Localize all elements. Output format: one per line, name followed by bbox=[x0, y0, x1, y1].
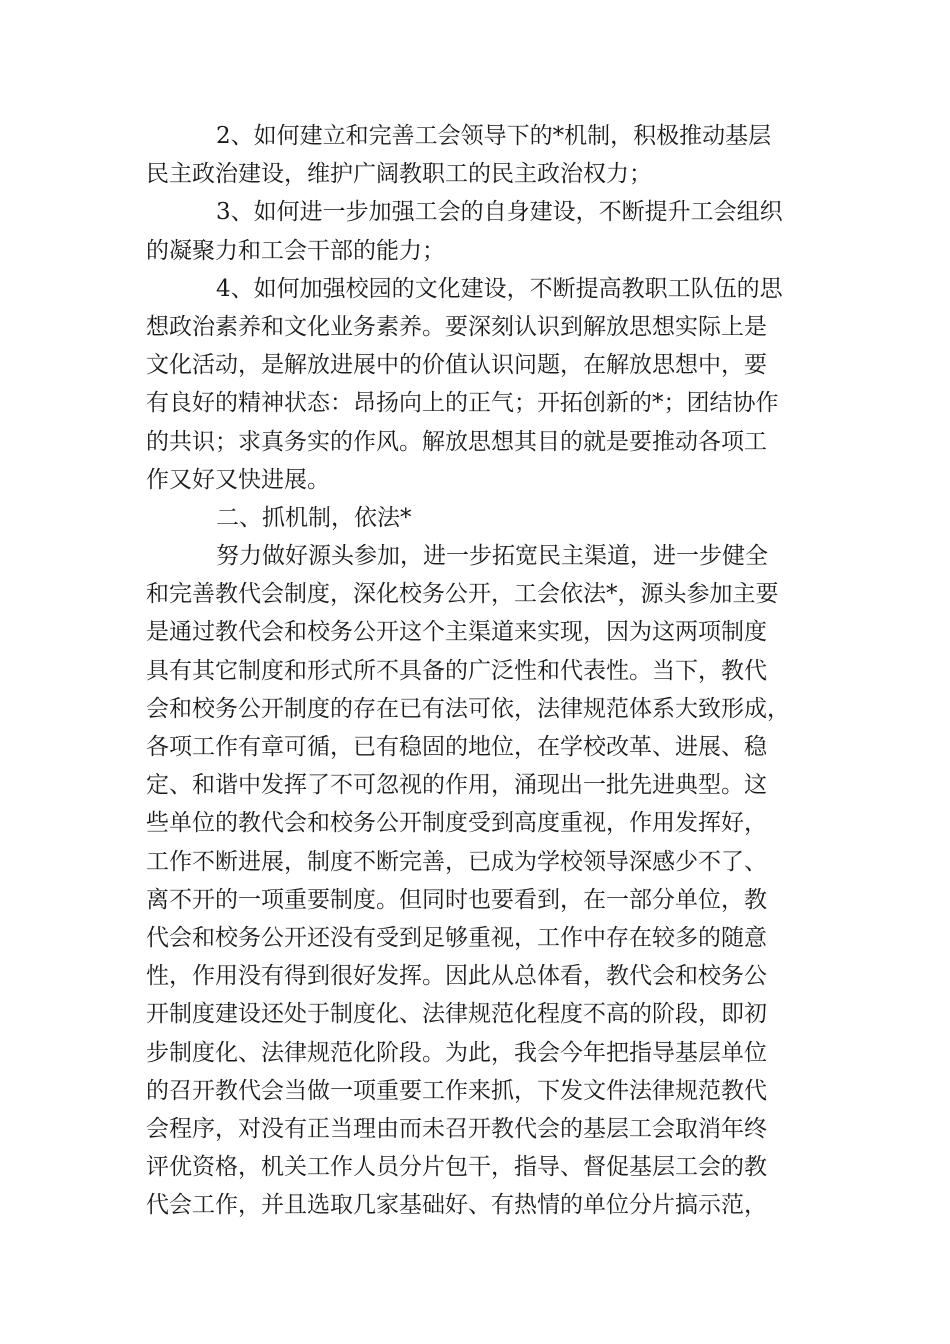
text-line: 些单位的教代会和校务公开制度受到高度重视，作用发挥好， bbox=[146, 810, 767, 837]
text-line: 文化活动，是解放进展中的价值认识问题，在解放思想中，要 bbox=[146, 352, 767, 379]
paragraph-first-line: 3、如何进一步加强工会的自身建设，不断提升工会组织 bbox=[216, 199, 783, 226]
text-line: 民主政治建设，维护广阔教职工的民主政治权力； bbox=[146, 161, 652, 188]
text-line: 工作不断进展，制度不断完善，已成为学校领导深感少不了、 bbox=[146, 848, 767, 875]
text-line: 的召开教代会当做一项重要工作来抓，下发文件法律规范教代 bbox=[146, 1077, 767, 1104]
text-line: 的凝聚力和工会干部的能力； bbox=[146, 237, 445, 264]
text-line: 和完善教代会制度，深化校务公开，工会依法*，源头参加主要 bbox=[146, 581, 779, 608]
text-line: 会和校务公开制度的存在已有法可依，法律规范体系大致形成， bbox=[146, 695, 790, 722]
text-line: 有良好的精神状态：昂扬向上的正气；开拓创新的*；团结协作 bbox=[146, 390, 779, 417]
paragraph-first-line: 努力做好源头参加，进一步拓宽民主渠道，进一步健全 bbox=[216, 543, 768, 570]
text-line: 性，作用没有得到很好发挥。因此从总体看，教代会和校务公 bbox=[146, 963, 767, 990]
text-line: 的共识；求真务实的作风。解放思想其目的就是要推动各项工 bbox=[146, 428, 767, 455]
text-line: 想政治素养和文化业务素养。要深刻认识到解放思想实际上是 bbox=[146, 313, 767, 340]
text-line: 是通过教代会和校务公开这个主渠道来实现，因为这两项制度 bbox=[146, 619, 767, 646]
text-line: 步制度化、法律规范化阶段。为此，我会今年把指导基层单位 bbox=[146, 1039, 767, 1066]
text-line: 会程序，对没有正当理由而未召开教代会的基层工会取消年终 bbox=[146, 1115, 767, 1142]
text-line: 评优资格，机关工作人员分片包干，指导、督促基层工会的教 bbox=[146, 1154, 767, 1181]
text-line: 具有其它制度和形式所不具备的广泛性和代表性。当下，教代 bbox=[146, 657, 767, 684]
text-line: 作又好又快进展。 bbox=[146, 466, 330, 493]
paragraph-first-line: 4、如何加强校园的文化建设，不断提高教职工队伍的思 bbox=[216, 275, 783, 302]
text-line: 离不开的一项重要制度。但同时也要看到，在一部分单位，教 bbox=[146, 886, 767, 913]
document-body bbox=[146, 117, 806, 1224]
text-line: 定、和谐中发挥了不可忽视的作用，涌现出一批先进典型。这 bbox=[146, 772, 767, 799]
paragraph-first-line: 二、抓机制，依法* bbox=[216, 504, 412, 531]
text-line: 代会和校务公开还没有受到足够重视，工作中存在较多的随意 bbox=[146, 924, 767, 951]
paragraph-first-line: 2、如何建立和完善工会领导下的*机制，积极推动基层 bbox=[216, 123, 772, 149]
text-line: 各项工作有章可循，已有稳固的地位，在学校改革、进展、稳 bbox=[146, 734, 767, 760]
text-line: 代会工作，并且选取几家基础好、有热情的单位分片搞示范， bbox=[146, 1192, 767, 1219]
text-line: 开制度建设还处于制度化、法律规范化程度不高的阶段，即初 bbox=[146, 1001, 767, 1028]
